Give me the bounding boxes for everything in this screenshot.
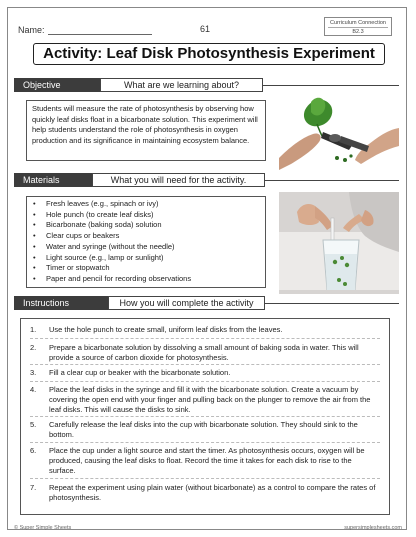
material-item: • Light source (e.g., lamp or sunlight) <box>28 253 264 264</box>
leaf-cup-photo <box>279 192 399 294</box>
instruction-step <box>30 483 380 503</box>
instructions-subtitle: How you will complete the activity <box>108 296 265 310</box>
step-text: Prepare a bicarbonate solution by dissolving a small amount of baking soda in water. This will provide a source of carbon dioxide for photosynthesis. <box>49 343 359 362</box>
curriculum-connection-box <box>324 17 392 36</box>
step-divider <box>30 442 380 443</box>
material-item: • Bicarbonate (baking soda) solution <box>28 220 264 231</box>
objective-text: Students will measure the rate of photosynthesis by observing how quickly leaf disks float in a bicarbonate solution. This experiment will help students understand the role of photosynthesis in oxygen production and its significance in maintaining ecosystem balance. <box>32 104 258 145</box>
instructions-tag: Instructions <box>14 296 108 310</box>
material-item: • Hole punch (to create leaf disks) <box>28 210 264 221</box>
material-item: • Timer or stopwatch <box>28 263 264 274</box>
step-text: Place the cup under a light source and start the timer. As photosynthesis occurs, oxygen will be produced, causing the leaf disks to float. Record the time it takes for each disk to rise to the surface. <box>49 446 365 475</box>
materials-list <box>28 199 264 285</box>
material-item: • Clear cups or beakers <box>28 231 264 242</box>
instruction-step <box>30 343 380 363</box>
objective-subtitle: What are we learning about? <box>100 78 263 92</box>
materials-tag: Materials <box>14 173 92 187</box>
material-item: • Fresh leaves (e.g., spinach or ivy) <box>28 199 264 210</box>
footer-website[interactable]: supersimplesheets.com <box>344 525 402 531</box>
leaf-punch-photo <box>279 88 399 170</box>
step-number: 1. <box>30 325 37 334</box>
instruction-step <box>30 446 380 476</box>
step-text: Fill a clear cup or beaker with the bicarbonate solution. <box>49 368 231 377</box>
instruction-step <box>30 325 380 335</box>
page-title: Activity: Leaf Disk Photosynthesis Experiment <box>33 43 385 65</box>
step-divider <box>30 478 380 479</box>
footer-copyright: © Super Simple Sheets <box>14 525 72 531</box>
curriculum-title: Curriculum Connection <box>328 19 388 28</box>
step-divider <box>30 416 380 417</box>
step-number: 3. <box>30 368 37 377</box>
step-text: Repeat the experiment using plain water (without bicarbonate) as a control to compare the rates of photosynthesis. <box>49 483 376 502</box>
objective-tag: Objective <box>14 78 100 92</box>
instruction-step <box>30 420 380 440</box>
name-label: Name: <box>18 25 45 35</box>
step-divider <box>30 364 380 365</box>
curriculum-code: B2.3 <box>352 29 364 35</box>
materials-subtitle: What you will need for the activity. <box>92 173 265 187</box>
material-item: • Water and syringe (without the needle) <box>28 242 264 253</box>
step-divider <box>30 381 380 382</box>
step-number: 2. <box>30 343 37 352</box>
instruction-step <box>30 368 380 378</box>
material-item: • Paper and pencil for recording observations <box>28 274 264 285</box>
step-divider <box>30 338 380 339</box>
step-text: Carefully release the leaf disks into the cup with bicarbonate solution. They should sink to the bottom. <box>49 420 358 439</box>
step-number: 5. <box>30 420 37 429</box>
name-field[interactable] <box>48 34 152 35</box>
instruction-step <box>30 385 380 415</box>
step-text: Use the hole punch to create small, uniform leaf disks from the leaves. <box>49 325 283 334</box>
step-number: 7. <box>30 483 37 492</box>
page-number: 61 <box>200 24 211 34</box>
step-number: 6. <box>30 446 37 455</box>
step-number: 4. <box>30 385 37 394</box>
step-text: Place the leaf disks in the syringe and fill it with the bicarbonate solution. Create a vacuum by covering the open end with your finger and pulling back on the plunger to remove the air from the leaf disks. This will cause the disks to sink. <box>49 385 371 414</box>
